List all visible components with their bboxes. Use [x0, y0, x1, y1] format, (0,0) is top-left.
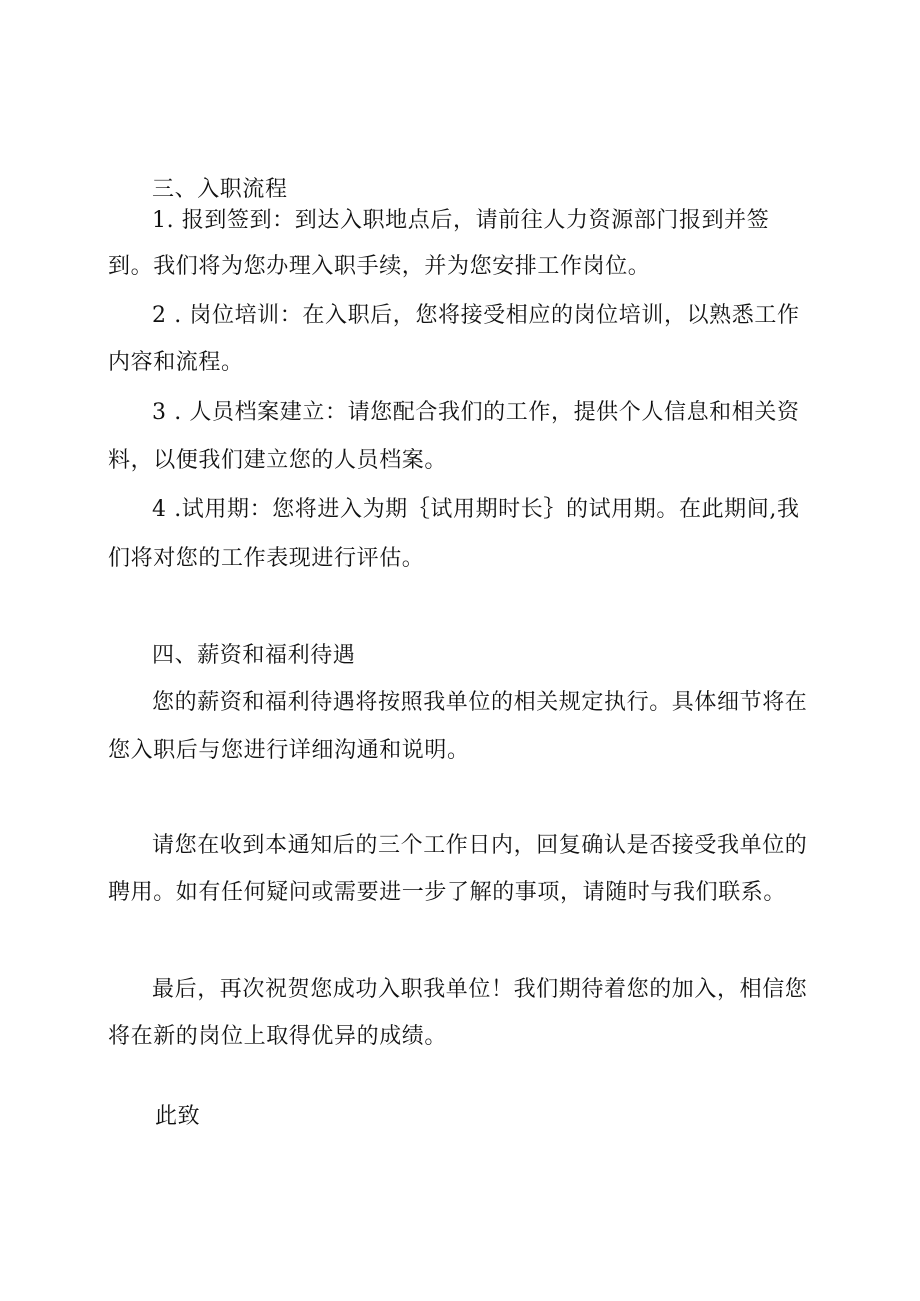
section-4-heading: 四、薪资和福利待遇	[152, 643, 356, 668]
closing-paragraph-line-1: 最后，再次祝贺您成功入职我单位！我们期待着您的加入，相信您	[152, 977, 808, 1002]
sign-off: 此致	[155, 1104, 201, 1129]
section-3-item-3-line-2: 料，以便我们建立您的人员档案。	[108, 448, 448, 473]
reply-paragraph-line-2: 聘用。如有任何疑问或需要进一步了解的事项，请随时与我们联系。	[108, 880, 787, 905]
section-3-item-2-line-2: 内容和流程。	[108, 350, 244, 375]
section-3-item-4-line-1: 4 .试用期：您将进入为期｛试用期时长｝的试用期。在此期间,我	[152, 497, 800, 522]
section-4-paragraph-line-1: 您的薪资和福利待遇将按照我单位的相关规定执行。具体细节将在	[152, 690, 808, 715]
section-3-item-2-line-1: 2 . 岗位培训：在入职后，您将接受相应的岗位培训，以熟悉工作	[152, 303, 800, 328]
section-3-item-1-line-1: 1. 报到签到：到达入职地点后，请前往人力资源部门报到并签	[152, 208, 770, 233]
reply-paragraph-line-1: 请您在收到本通知后的三个工作日内，回复确认是否接受我单位的	[152, 833, 808, 858]
closing-paragraph-line-2: 将在新的岗位上取得优异的成绩。	[108, 1024, 448, 1049]
section-3-item-4-line-2: 们将对您的工作表现进行评估。	[108, 546, 425, 571]
section-4-paragraph-line-2: 您入职后与您进行详细沟通和说明。	[108, 738, 470, 763]
section-3-item-3-line-1: 3 . 人员档案建立：请您配合我们的工作，提供个人信息和相关资	[152, 400, 800, 425]
section-3-heading: 三、入职流程	[152, 177, 288, 202]
section-3-item-1-line-2: 到。我们将为您办理入职手续，并为您安排工作岗位。	[108, 254, 651, 279]
